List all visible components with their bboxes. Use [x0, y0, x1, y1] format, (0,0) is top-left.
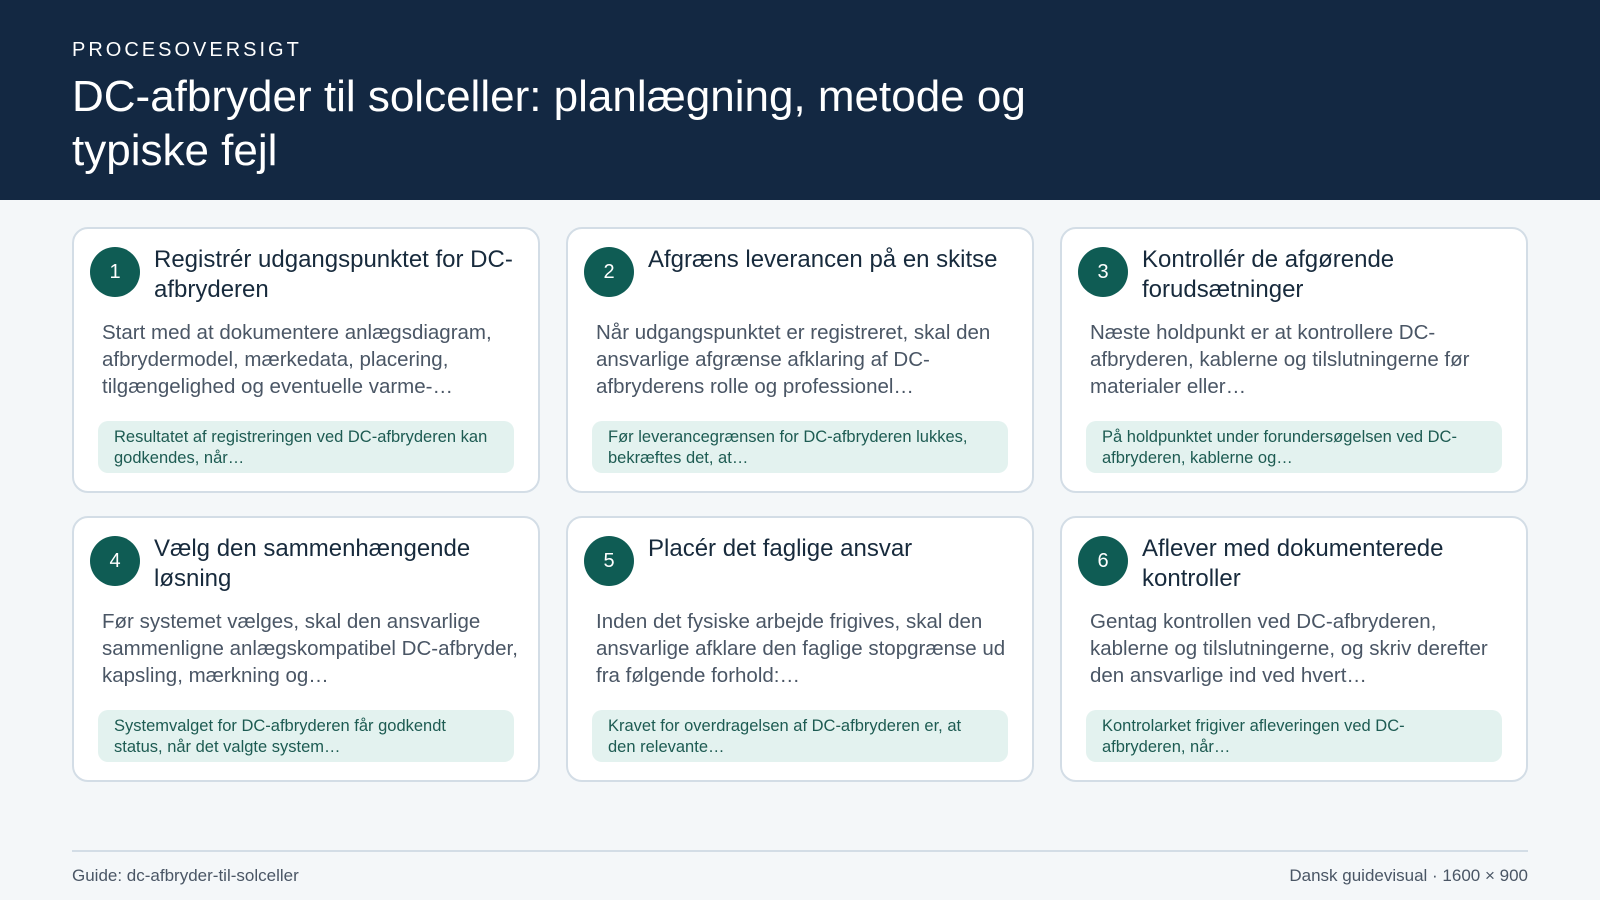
- step-description: Inden det fysiske arbejde frigives, skal den ansvarlige afklare den faglige stopgrænse ud fra følgende forhold:…: [596, 610, 1006, 687]
- step-card-header: [584, 245, 1014, 305]
- step-title: Aflever med dokumenterede kontroller: [1142, 535, 1444, 592]
- step-approval-note: Kravet for overdragelsen af DC-afbryderen er, at den relevante…: [592, 710, 1008, 762]
- step-description: Start med at dokumentere anlægsdiagram, afbrydermodel, mærkedata, placering, tilgængelighed og eventuelle varme-…: [102, 321, 492, 398]
- eyebrow-label: PROCESOVERSIGT: [72, 39, 302, 61]
- step-card-5: [566, 516, 1034, 782]
- step-description: Næste holdpunkt er at kontrollere DC-afbryderen, kablerne og tilslutningerne før materialer eller…: [1090, 321, 1470, 398]
- step-title: Placér det faglige ansvar: [648, 535, 913, 562]
- header-banner: [0, 0, 1600, 200]
- step-card-4: [72, 516, 540, 782]
- step-approval-note: Kontrolarket frigiver afleveringen ved DC-afbryderen, når…: [1086, 710, 1502, 762]
- footer-meta-label: Dansk guidevisual · 1600 × 900: [1289, 866, 1528, 885]
- step-card-3: [1060, 227, 1528, 493]
- step-number-badge: 2: [584, 247, 634, 297]
- step-description: Før systemet vælges, skal den ansvarlige sammenligne anlægskompatibel DC-afbryder, kapsling, mærkning og…: [102, 610, 518, 687]
- step-number-badge: 6: [1078, 536, 1128, 586]
- footer-divider: [72, 850, 1528, 852]
- step-number-badge: 5: [584, 536, 634, 586]
- step-title: Afgræns leverancen på en skitse: [648, 246, 998, 273]
- step-number-badge: 4: [90, 536, 140, 586]
- step-approval-note: På holdpunktet under forundersøgelsen ved DC-afbryderen, kablerne og…: [1086, 421, 1502, 473]
- step-number-badge: 1: [90, 247, 140, 297]
- steps-grid: [72, 227, 1528, 782]
- step-card-header: [584, 534, 1014, 594]
- footer-guide-label: Guide: dc-afbryder-til-solceller: [72, 866, 299, 885]
- step-card-header: [90, 534, 520, 594]
- step-card-6: [1060, 516, 1528, 782]
- step-title: Vælg den sammenhængende løsning: [154, 535, 471, 592]
- page-title: DC-afbryder til solceller: planlægning, metode og typiske fejl: [72, 72, 1026, 175]
- step-number-badge: 3: [1078, 247, 1128, 297]
- step-card-2: [566, 227, 1034, 493]
- step-card-header: [1078, 534, 1508, 594]
- step-description: Når udgangspunktet er registreret, skal den ansvarlige afgrænse afklaring af DC-afbryderens rolle og professionel…: [596, 321, 991, 398]
- step-approval-note: Resultatet af registreringen ved DC-afbryderen kan godkendes, når…: [98, 421, 514, 473]
- step-description: Gentag kontrollen ved DC-afbryderen, kablerne og tilslutningerne, og skriv derefter den ansvarlige ind ved hvert…: [1090, 610, 1488, 687]
- step-title: Registrér udgangspunktet for DC-afbryderen: [154, 246, 513, 303]
- step-card-header: [1078, 245, 1508, 305]
- step-title: Kontrollér de afgørende forudsætninger: [1142, 246, 1395, 303]
- step-card-1: [72, 227, 540, 493]
- step-approval-note: Systemvalget for DC-afbryderen får godkendt status, når det valgte system…: [98, 710, 514, 762]
- step-approval-note: Før leverancegrænsen for DC-afbryderen lukkes, bekræftes det, at…: [592, 421, 1008, 473]
- step-card-header: [90, 245, 520, 305]
